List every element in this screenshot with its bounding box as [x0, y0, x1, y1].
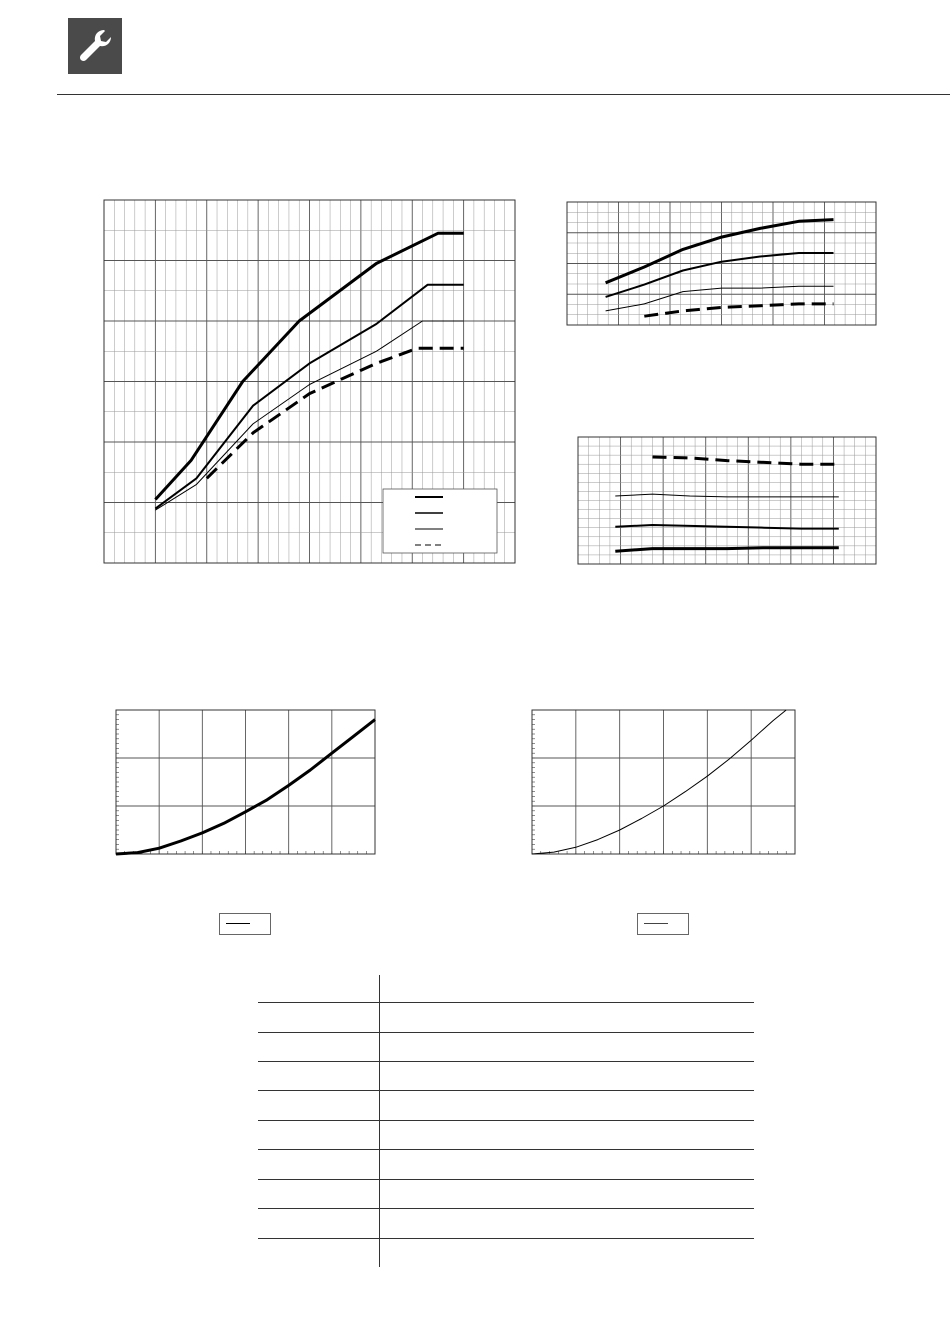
- series-line-4: [207, 348, 464, 478]
- wrench-icon: [68, 18, 122, 74]
- bottom-left-line-chart: [116, 710, 375, 854]
- top-right-line-chart: [567, 202, 876, 325]
- table-row-rule: [258, 1149, 754, 1150]
- legend-frame: [383, 489, 497, 553]
- table-row-rule: [258, 1061, 754, 1062]
- spec-table: [258, 975, 754, 1267]
- series-line-1: [653, 457, 839, 464]
- spec-table-column-divider: [379, 975, 380, 1267]
- header-rule: [57, 94, 950, 95]
- legend-swatch-thick: [226, 923, 250, 924]
- series-line-1: [532, 710, 786, 854]
- legend-swatch-thin: [644, 923, 668, 924]
- table-row-rule: [258, 1090, 754, 1091]
- bottom-right-line-chart: [532, 710, 795, 854]
- series-line-2: [606, 253, 834, 297]
- series-line-1: [606, 220, 834, 283]
- table-row-rule: [258, 1120, 754, 1121]
- table-row-rule: [258, 1208, 754, 1209]
- main-chart-legend: [383, 489, 497, 553]
- bottom-left-legend: [219, 913, 271, 935]
- bottom-right-legend: [637, 913, 689, 935]
- table-row-rule: [258, 1032, 754, 1033]
- table-row-rule: [258, 1179, 754, 1180]
- table-row-rule: [258, 1002, 754, 1003]
- middle-right-line-chart: [578, 437, 876, 564]
- main-line-chart: [104, 200, 515, 563]
- table-row-rule: [258, 1238, 754, 1239]
- series-line-4: [644, 304, 833, 316]
- wrench-icon-tile: [68, 18, 122, 74]
